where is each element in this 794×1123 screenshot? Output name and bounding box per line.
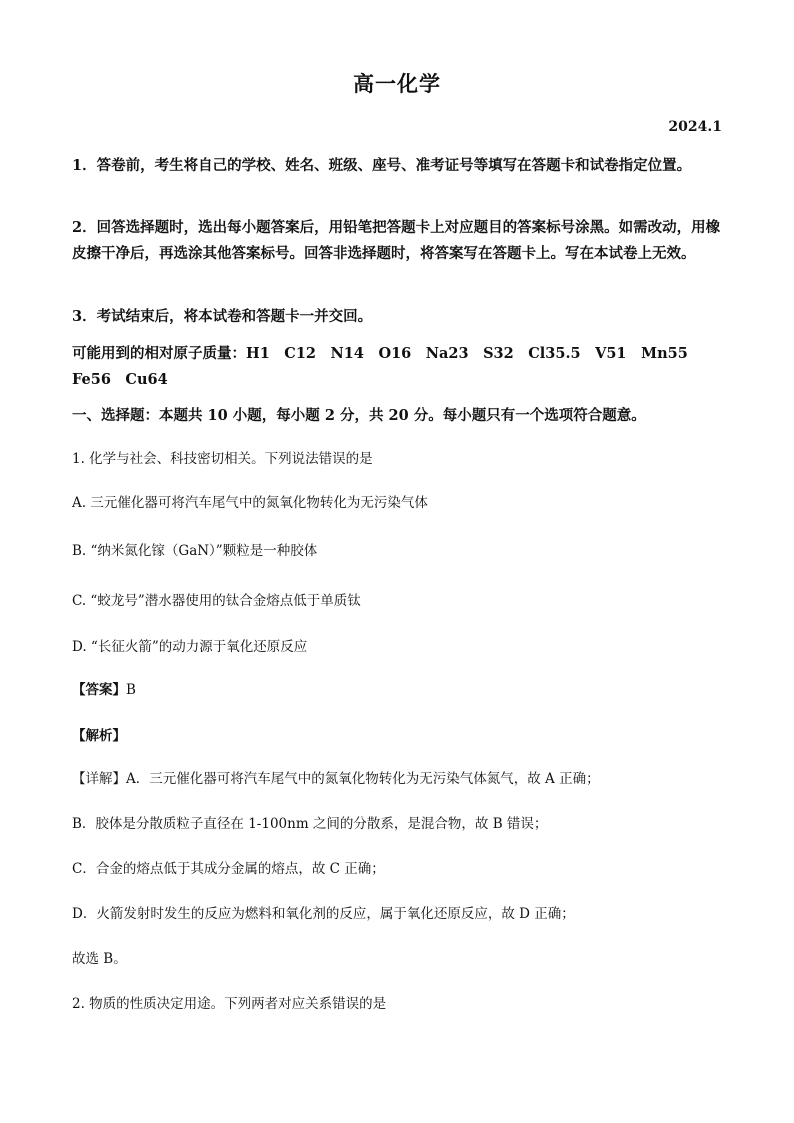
- section-header: 一、选择题：本题共 10 小题，每小题 2 分，共 20 分。每小题只有一个选项符合题意。: [72, 407, 646, 424]
- atomic-mass-list: 可能用到的相对原子质量：H1 C12 N14 O16 Na23 S32 Cl35.5 V51 Mn55 Fe56 Cu64: [72, 345, 703, 388]
- question-2-stem: 2. 物质的性质决定用途。下列两者对应关系错误的是: [72, 996, 387, 1012]
- answer-label: 【答案】: [72, 682, 126, 698]
- instruction-1: 1．答卷前，考生将自己的学校、姓名、班级、座号、准考证号等填写在答题卡和试卷指定位置。: [72, 157, 692, 174]
- detail-line-3: C．合金的熔点低于其成分金属的熔点，故 C 正确；: [72, 861, 385, 877]
- analysis-label: 【解析】: [72, 728, 126, 744]
- instruction-2: 2．回答选择题时，选出每小题答案后，用铅笔把答题卡上对应题目的答案标号涂黑。如需改动，用橡皮擦干净后，再选涂其他答案标号。回答非选择题时，将答案写在答题卡上。写在本试卷上无效。: [72, 219, 721, 262]
- question-1-option-d: D. “长征火箭”的动力源于氧化还原反应: [72, 639, 308, 655]
- question-1-stem: 1. 化学与社会、科技密切相关。下列说法错误的是: [72, 451, 373, 467]
- document-title: 高一化学: [353, 71, 441, 96]
- question-1-option-a: A. 三元催化器可将汽车尾气中的氮氧化物转化为无污染气体: [72, 495, 428, 511]
- answer-line: [72, 679, 722, 701]
- answer-value: B: [126, 682, 136, 698]
- exam-date: 2024.1: [668, 119, 722, 135]
- question-1-option-b: B. “纳米氮化镓（GaN）”颗粒是一种胶体: [72, 543, 318, 559]
- conclusion: 故选 B。: [72, 951, 127, 967]
- detail-line-4: D．火箭发射时发生的反应为燃料和氧化剂的反应，属于氧化还原反应，故 D 正确；: [72, 906, 575, 922]
- instruction-3: 3．考试结束后，将本试卷和答题卡一并交回。: [72, 308, 373, 325]
- detail-line-1: [72, 768, 722, 790]
- question-1-option-c: C. “蛟龙号”潜水器使用的钛合金熔点低于单质钛: [72, 593, 361, 609]
- detail-text-a: A．三元催化器可将汽车尾气中的氮氧化物转化为无污染气体氮气，故 A 正确；: [126, 771, 600, 787]
- detail-line-2: B．胶体是分散质粒子直径在 1-100nm 之间的分散系，是混合物，故 B 错误；: [72, 816, 548, 832]
- detail-label: 【详解】: [72, 771, 126, 787]
- analysis-line: [72, 725, 722, 747]
